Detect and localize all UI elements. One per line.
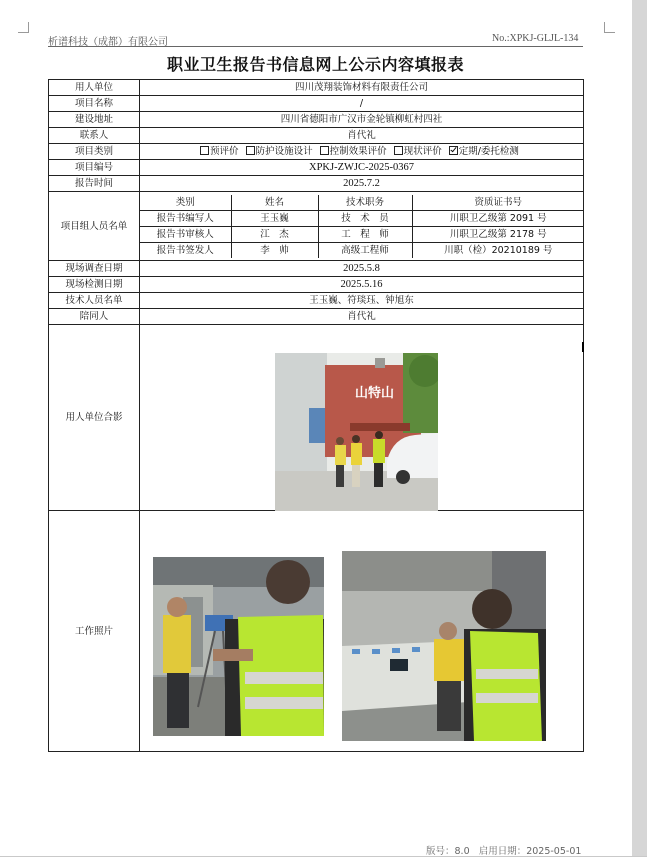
option-pre-evaluation[interactable] [200, 146, 239, 157]
checked-checkbox-icon[interactable] [449, 146, 458, 155]
row-project-no [49, 160, 584, 176]
date-value: 2025-05-01 [526, 846, 582, 857]
label-contact: 联系人 [49, 128, 140, 144]
member-name: 江 杰 [231, 226, 318, 242]
row-technicians [49, 293, 584, 309]
row-team [49, 192, 584, 261]
row-employer [49, 80, 584, 96]
header-rule [48, 46, 583, 47]
option-label: 现状评价 [403, 146, 442, 157]
member-title: 技 术 员 [318, 210, 412, 226]
member-role: 报告书签发人 [140, 242, 231, 258]
row-survey-date [49, 261, 584, 277]
value-escort: 肖代礼 [140, 309, 584, 325]
corner-mark-top-right [604, 22, 615, 33]
value-address: 四川省德阳市广汉市金轮镇柳虹村四社 [140, 112, 584, 128]
label-group-photo: 用人单位合影 [49, 325, 140, 511]
version-label: 版号： [426, 846, 455, 857]
value-test-date: 2025.5.16 [140, 277, 584, 293]
row-escort [49, 309, 584, 325]
option-periodic-testing[interactable] [449, 146, 519, 157]
team-header-row [140, 195, 584, 211]
text-cursor [582, 342, 584, 352]
row-test-date [49, 277, 584, 293]
label-team: 项目组人员名单 [49, 192, 140, 261]
team-member-row [140, 242, 584, 258]
label-work-photos: 工作照片 [49, 511, 140, 752]
member-cert: 川职（检）20210189 号 [444, 244, 553, 256]
member-cert: 川职卫乙级第 2178 号 [412, 226, 584, 242]
label-survey-date: 现场调查日期 [49, 261, 140, 277]
page-title: 职业卫生报告书信息网上公示内容填报表 [166, 55, 464, 74]
member-title: 高级工程师 [318, 242, 412, 258]
member-role: 报告书编写人 [140, 210, 231, 226]
group-photo [275, 353, 438, 511]
team-header-cert: 资质证书号 [412, 195, 584, 211]
member-title: 工 程 师 [318, 226, 412, 242]
team-header-title: 技术职务 [318, 195, 412, 211]
member-cert: 川职卫乙级第 2091 号 [412, 210, 584, 226]
label-test-date: 现场检测日期 [49, 277, 140, 293]
label-address: 建设地址 [49, 112, 140, 128]
label-project-no: 项目编号 [49, 160, 140, 176]
member-name: 王玉巍 [231, 210, 318, 226]
row-category [49, 144, 584, 160]
work-photo-2-image [342, 551, 546, 741]
company-header: 析谱科技（成都）有限公司 [48, 37, 168, 48]
option-label: 防护设施设计 [255, 146, 313, 157]
work-photo-2 [342, 551, 546, 741]
team-member-row [140, 210, 584, 226]
page-shadow [632, 0, 647, 856]
document-number: No.:XPKJ-GLJL-134 [492, 33, 579, 44]
option-label: 定期/委托检测 [458, 146, 519, 157]
option-label: 控制效果评价 [329, 146, 387, 157]
work-photo-1 [153, 557, 324, 736]
option-label: 预评价 [210, 146, 239, 157]
option-status-evaluation[interactable] [394, 146, 442, 157]
checkbox-icon[interactable] [246, 146, 255, 155]
group-photo-image [275, 353, 438, 511]
value-employer: 四川茂翔装饰材料有限责任公司 [140, 80, 584, 96]
value-survey-date: 2025.5.8 [140, 261, 584, 277]
value-category [140, 144, 584, 160]
version-value: 8.0 [454, 846, 470, 857]
option-protection-design[interactable] [246, 146, 313, 157]
building-sign-text: 山特山 [355, 386, 395, 401]
team-header-name: 姓名 [231, 195, 318, 211]
team-cell [140, 192, 584, 261]
team-header-role: 类别 [140, 195, 231, 211]
label-escort: 陪同人 [49, 309, 140, 325]
footer-version [426, 843, 581, 857]
work-photo-1-image [153, 557, 324, 736]
label-employer: 用人单位 [49, 80, 140, 96]
checkbox-icon[interactable] [320, 146, 329, 155]
value-contact: 肖代礼 [140, 128, 584, 144]
member-name: 李 帅 [231, 242, 318, 258]
label-report-date: 报告时间 [49, 176, 140, 192]
row-report-date [49, 176, 584, 192]
value-report-date: 2025.7.2 [140, 176, 584, 192]
member-role: 报告书审核人 [140, 226, 231, 242]
row-project-name [49, 96, 584, 112]
label-project-name: 项目名称 [49, 96, 140, 112]
label-technicians: 技术人员名单 [49, 293, 140, 309]
value-project-no: XPKJ-ZWJC-2025-0367 [140, 160, 584, 176]
option-control-effect[interactable] [320, 146, 387, 157]
row-address [49, 112, 584, 128]
team-member-row [140, 226, 584, 242]
team-table [140, 195, 584, 258]
value-technicians: 王玉巍、符琰珏、钟旭东 [140, 293, 584, 309]
checkbox-icon[interactable] [394, 146, 403, 155]
row-contact [49, 128, 584, 144]
value-project-name: / [140, 96, 584, 112]
corner-mark-top-left [18, 22, 29, 33]
date-label: 启用日期： [478, 846, 527, 857]
label-category: 项目类别 [49, 144, 140, 160]
checkbox-icon[interactable] [200, 146, 209, 155]
